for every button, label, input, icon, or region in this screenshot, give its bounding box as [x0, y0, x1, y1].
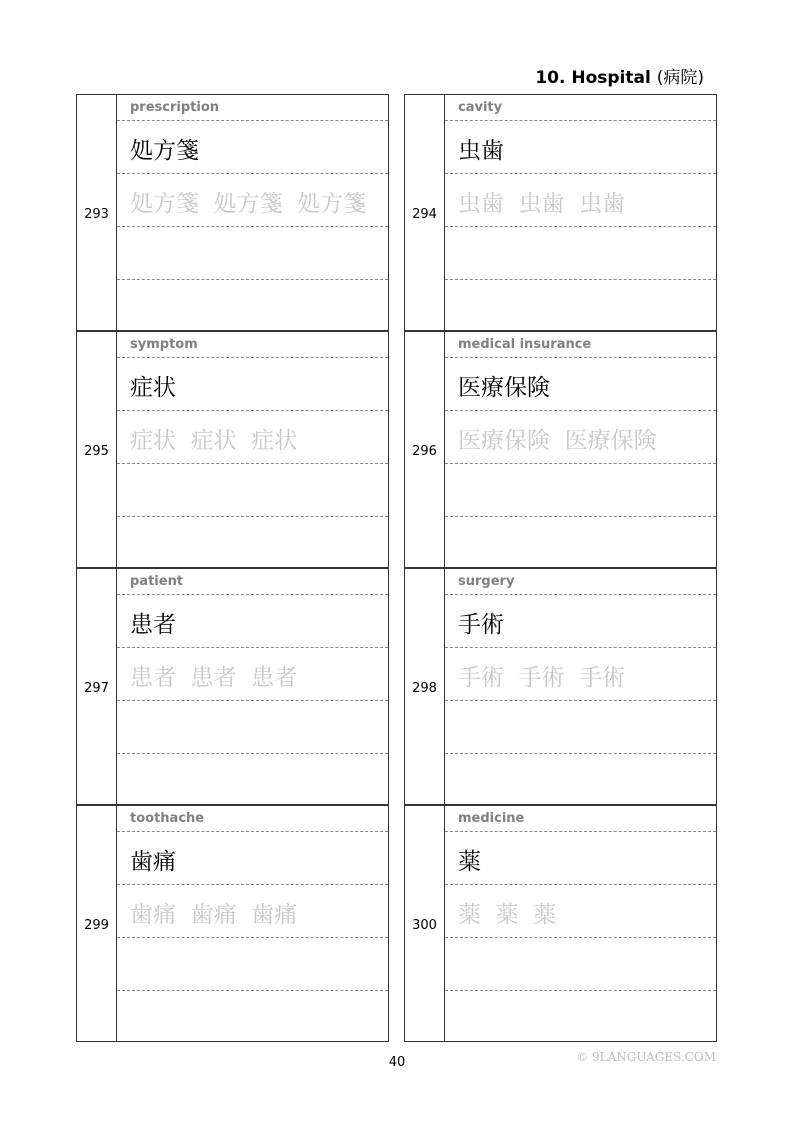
entry-number: 297: [84, 681, 109, 696]
writing-rows: [445, 806, 716, 1041]
page-title: [535, 63, 704, 88]
word-row: [117, 595, 388, 648]
practice-row: [445, 701, 716, 754]
entry-number: 296: [412, 444, 437, 459]
trace-text: 症状 症状 症状: [130, 428, 298, 454]
vocab-card: [76, 568, 389, 805]
practice-row: [445, 991, 716, 1041]
practice-row: [445, 517, 716, 567]
word-row: [117, 358, 388, 411]
writing-rows: [117, 95, 388, 330]
vocab-card: [404, 805, 717, 1042]
vocab-word: 医療保険: [458, 375, 550, 401]
writing-rows: [445, 95, 716, 330]
writing-rows: [445, 332, 716, 567]
vocab-card: [404, 331, 717, 568]
trace-text: 歯痛 歯痛 歯痛: [130, 902, 298, 928]
meaning-label: patient: [130, 574, 184, 589]
vocab-word: 手術: [458, 612, 504, 638]
number-column: [405, 95, 445, 330]
meaning-label: surgery: [458, 574, 515, 589]
practice-row: [117, 280, 388, 330]
practice-row: [117, 227, 388, 280]
number-column: [405, 806, 445, 1041]
vocab-word: 処方箋: [130, 138, 199, 164]
entry-number: 299: [84, 918, 109, 933]
vocab-word: 患者: [130, 612, 176, 638]
practice-row: [117, 517, 388, 567]
trace-row: [445, 648, 716, 701]
practice-row: [445, 938, 716, 991]
vocab-word: 薬: [458, 849, 481, 875]
vocab-card: [404, 94, 717, 331]
trace-row: [445, 411, 716, 464]
writing-rows: [117, 569, 388, 804]
number-column: [77, 569, 117, 804]
page-title-text: 10. Hospital: [535, 68, 651, 88]
trace-text: 患者 患者 患者: [130, 665, 298, 691]
vocab-word: 歯痛: [130, 849, 176, 875]
meaning-row: [445, 569, 716, 595]
vocab-word: 虫歯: [458, 138, 504, 164]
number-column: [405, 569, 445, 804]
practice-row: [445, 754, 716, 804]
vocab-word: 症状: [130, 375, 176, 401]
entry-number: 293: [84, 207, 109, 222]
entry-number: 295: [84, 444, 109, 459]
word-row: [117, 832, 388, 885]
word-row: [445, 358, 716, 411]
meaning-label: medicine: [458, 811, 525, 826]
meaning-row: [117, 332, 388, 358]
meaning-row: [117, 806, 388, 832]
trace-text: 医療保険 医療保険: [458, 428, 657, 454]
word-row: [445, 595, 716, 648]
trace-text: 処方箋 処方箋 処方箋: [130, 191, 367, 217]
practice-row: [445, 464, 716, 517]
writing-rows: [117, 332, 388, 567]
practice-row: [445, 280, 716, 330]
vocab-card: [76, 94, 389, 331]
meaning-row: [445, 332, 716, 358]
meaning-label: toothache: [130, 811, 205, 826]
number-column: [77, 806, 117, 1041]
copyright-notice: © 9LANGUAGES.COM: [576, 1050, 716, 1064]
meaning-row: [445, 95, 716, 121]
word-row: [445, 121, 716, 174]
practice-row: [117, 754, 388, 804]
word-row: [445, 832, 716, 885]
meaning-row: [117, 95, 388, 121]
number-column: [77, 332, 117, 567]
entry-number: 298: [412, 681, 437, 696]
meaning-label: medical insurance: [458, 337, 592, 352]
number-column: [405, 332, 445, 567]
practice-row: [117, 464, 388, 517]
entry-number: 300: [412, 918, 437, 933]
meaning-row: [445, 806, 716, 832]
trace-text: 手術 手術 手術: [458, 665, 626, 691]
trace-text: 虫歯 虫歯 虫歯: [458, 191, 626, 217]
word-row: [117, 121, 388, 174]
practice-row: [117, 701, 388, 754]
page-title-cjk: (病院): [656, 68, 704, 88]
trace-row: [117, 885, 388, 938]
number-column: [77, 95, 117, 330]
meaning-label: symptom: [130, 337, 198, 352]
writing-rows: [445, 569, 716, 804]
practice-row: [445, 227, 716, 280]
practice-row: [117, 991, 388, 1041]
trace-row: [117, 411, 388, 464]
trace-row: [445, 174, 716, 227]
writing-rows: [117, 806, 388, 1041]
meaning-label: prescription: [130, 100, 220, 115]
practice-row: [117, 938, 388, 991]
page-number: 40: [388, 1055, 406, 1070]
vocab-card: [76, 331, 389, 568]
entry-number: 294: [412, 207, 437, 222]
meaning-label: cavity: [458, 100, 503, 115]
trace-text: 薬 薬 薬: [458, 902, 557, 928]
vocab-card: [76, 805, 389, 1042]
vocab-card: [404, 568, 717, 805]
trace-row: [117, 648, 388, 701]
trace-row: [117, 174, 388, 227]
trace-row: [445, 885, 716, 938]
meaning-row: [117, 569, 388, 595]
